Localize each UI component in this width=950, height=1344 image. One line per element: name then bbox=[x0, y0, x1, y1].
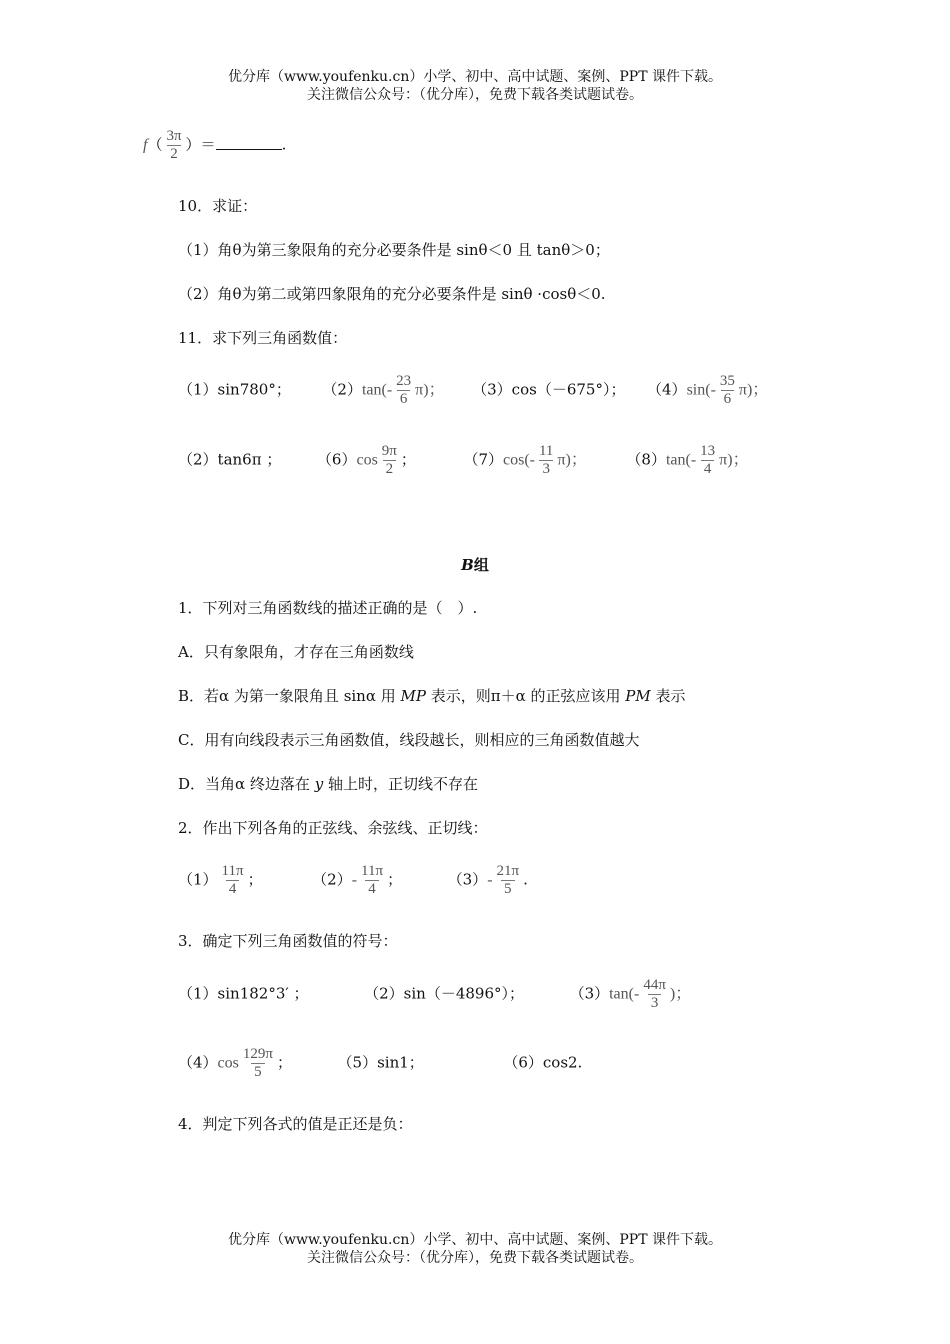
b2-item-3-num: 21π bbox=[496, 863, 520, 879]
q10-part-2: （2）角θ为第二或第四象限角的充分必要条件是 sinθ ·cosθ＜0. bbox=[178, 285, 606, 303]
b2-item-2-num: 11π bbox=[361, 863, 384, 879]
b1-option-b-mid: 表示，则π＋α 的正弦应该用 bbox=[425, 687, 626, 705]
q11-item-4-fraction bbox=[717, 373, 738, 408]
q11-item-8-label: （8） bbox=[626, 450, 666, 469]
q11-item-6-label: （6） bbox=[316, 450, 357, 469]
b3-row-1 bbox=[178, 977, 691, 1012]
q9-num: 3π bbox=[166, 128, 182, 144]
b3-item-4-tail: ； bbox=[276, 1053, 292, 1072]
q10-part-1: （1）角θ为第三象限角的充分必要条件是 sinθ＜0 且 tanθ＞0； bbox=[178, 241, 610, 259]
q11-row-2 bbox=[178, 443, 749, 478]
b1-option-d bbox=[178, 773, 478, 795]
q11-item-2-tail: π)； bbox=[415, 381, 445, 399]
q11-item-6-fn: cos bbox=[356, 451, 378, 469]
q11-item-4-fn: sin(- bbox=[686, 381, 716, 399]
b2-item-1-label: （1） bbox=[178, 870, 218, 889]
q11-item-8-num: 13 bbox=[700, 443, 716, 459]
q11-item-6-fraction bbox=[379, 443, 400, 478]
q11-item-5: （2）tan6π ； bbox=[178, 450, 282, 469]
b2-item-1-num: 11π bbox=[221, 863, 244, 879]
b3-item-3-label: （3） bbox=[569, 984, 610, 1003]
b2-item-2-label: （2） bbox=[312, 870, 352, 889]
q11-row-1 bbox=[178, 373, 768, 408]
q10-title: 10．求证： bbox=[178, 197, 258, 215]
q11-item-2-den: 6 bbox=[397, 390, 411, 408]
q11-item-6-den: 2 bbox=[383, 460, 397, 478]
b2-stem: 2．作出下列各角的正弦线、余弦线、正切线： bbox=[178, 819, 488, 837]
b3-item-4-num: 129π bbox=[242, 1046, 273, 1062]
b1-option-b-pre: B．若α 为第一象限角且 sinα 用 bbox=[178, 687, 401, 705]
q11-item-7-num: 11 bbox=[538, 443, 554, 459]
page-header-line-1: 优分库（www.youfenku.cn）小学、初中、高中试题、案例、PPT 课件下载。 bbox=[227, 69, 722, 85]
b2-item-1-fraction bbox=[219, 863, 247, 898]
b3-item-4-den: 5 bbox=[251, 1063, 265, 1081]
b1-option-b-post: 表示 bbox=[650, 687, 686, 705]
b2-items-row bbox=[178, 863, 528, 898]
b3-item-4-label: （4） bbox=[178, 1053, 218, 1072]
b2-item-3-den: 5 bbox=[501, 880, 515, 898]
b3-item-3-fn: tan(- bbox=[609, 985, 640, 1003]
b3-item-3-tail: )； bbox=[669, 985, 692, 1003]
q9-end: . bbox=[281, 135, 287, 154]
b3-item-4-fraction bbox=[240, 1046, 276, 1081]
b2-item-2-tail: ； bbox=[387, 870, 403, 889]
b1-option-b-mp: MP bbox=[400, 687, 426, 705]
b3-item-3-num: 44π bbox=[643, 977, 666, 993]
b1-option-b bbox=[178, 685, 686, 707]
q11-item-3: （3）cos（－675°）； bbox=[472, 380, 626, 399]
q9-answer-blank bbox=[216, 135, 282, 150]
q11-title: 11．求下列三角函数值： bbox=[178, 329, 348, 347]
b1-option-c: C．用有向线段表示三角函数值，线段越长，则相应的三角函数值越大 bbox=[178, 731, 640, 749]
q11-item-2-label: （2） bbox=[322, 380, 362, 399]
q11-item-8-fraction bbox=[697, 443, 718, 478]
q9-f: f bbox=[143, 136, 148, 154]
q11-item-4-den: 6 bbox=[721, 390, 735, 408]
group-b-heading bbox=[0, 554, 950, 575]
b3-item-6: （6）cos2. bbox=[503, 1053, 583, 1072]
page-footer-line-2: 关注微信公众号：（优分库），免费下载各类试题试卷。 bbox=[307, 1250, 643, 1266]
b3-item-3-den: 3 bbox=[648, 994, 662, 1012]
q11-item-7-label: （7） bbox=[463, 450, 503, 469]
b1-option-d-pre: D．当角α 终边落在 bbox=[178, 775, 315, 793]
q11-item-4-label: （4） bbox=[647, 380, 687, 399]
b3-item-1: （1）sin182°3′ ； bbox=[178, 984, 309, 1003]
b3-row-2 bbox=[178, 1046, 582, 1081]
q9-rp: ）＝ bbox=[185, 135, 216, 154]
q11-item-2-fraction bbox=[393, 373, 414, 408]
page-footer-line-1: 优分库（www.youfenku.cn）小学、初中、高中试题、案例、PPT 课件下载。 bbox=[227, 1232, 722, 1248]
q11-item-8-den: 4 bbox=[701, 460, 715, 478]
b2-item-1-tail: ； bbox=[247, 870, 263, 889]
b2-item-3-label: （3） bbox=[447, 870, 488, 889]
q11-item-4-tail: π)； bbox=[738, 381, 769, 399]
b3-item-3-fraction bbox=[640, 977, 669, 1012]
q11-item-8-fn: tan(- bbox=[665, 451, 697, 469]
q11-item-6-tail: ； bbox=[400, 450, 416, 469]
b2-item-3-tail: . bbox=[523, 870, 528, 889]
b2-item-3-fraction bbox=[494, 863, 523, 898]
b3-item-5: （5）sin1； bbox=[337, 1053, 424, 1072]
q11-item-7-tail: π)； bbox=[557, 451, 587, 469]
b1-option-a: A．只有象限角，才存在三角函数线 bbox=[178, 643, 414, 661]
group-b-letter: B bbox=[461, 556, 474, 574]
b2-item-2-sign: - bbox=[351, 871, 358, 889]
q11-item-4-num: 35 bbox=[719, 373, 735, 389]
q9-expression bbox=[143, 128, 286, 163]
q9-lp: （ bbox=[147, 135, 163, 154]
b2-item-3-sign: - bbox=[487, 871, 493, 889]
q11-item-2-num: 23 bbox=[396, 373, 412, 389]
b1-stem: 1．下列对三角函数线的描述正确的是（ ）. bbox=[178, 599, 478, 617]
b1-option-b-pm: PM bbox=[625, 687, 651, 705]
q9-fraction bbox=[163, 128, 184, 163]
b4-stem: 4．判定下列各式的值是正还是负： bbox=[178, 1115, 413, 1133]
group-b-label: 组 bbox=[473, 556, 489, 574]
b3-stem: 3．确定下列三角函数值的符号： bbox=[178, 932, 398, 950]
b3-item-2: （2）sin（－4896°）； bbox=[364, 984, 524, 1003]
q11-item-7-fraction bbox=[536, 443, 556, 478]
b2-item-2-den: 4 bbox=[365, 880, 379, 898]
b3-item-4-fn: cos bbox=[217, 1054, 239, 1072]
q9-den: 2 bbox=[167, 145, 181, 163]
q11-item-7-fn: cos(- bbox=[503, 451, 535, 469]
b2-item-2-fraction bbox=[358, 863, 386, 898]
q11-item-6-num: 9π bbox=[381, 443, 397, 459]
page-header-line-2: 关注微信公众号：（优分库），免费下载各类试题试卷。 bbox=[307, 87, 643, 103]
q11-item-7-den: 3 bbox=[539, 460, 553, 478]
b1-option-d-y: y bbox=[314, 775, 324, 793]
q11-item-2-fn: tan(- bbox=[361, 381, 393, 399]
q11-item-1: （1）sin780°； bbox=[178, 380, 291, 399]
q11-item-8-tail: π)； bbox=[719, 451, 749, 469]
b1-option-d-post: 轴上时，正切线不存在 bbox=[323, 775, 478, 793]
b2-item-1-den: 4 bbox=[226, 880, 240, 898]
